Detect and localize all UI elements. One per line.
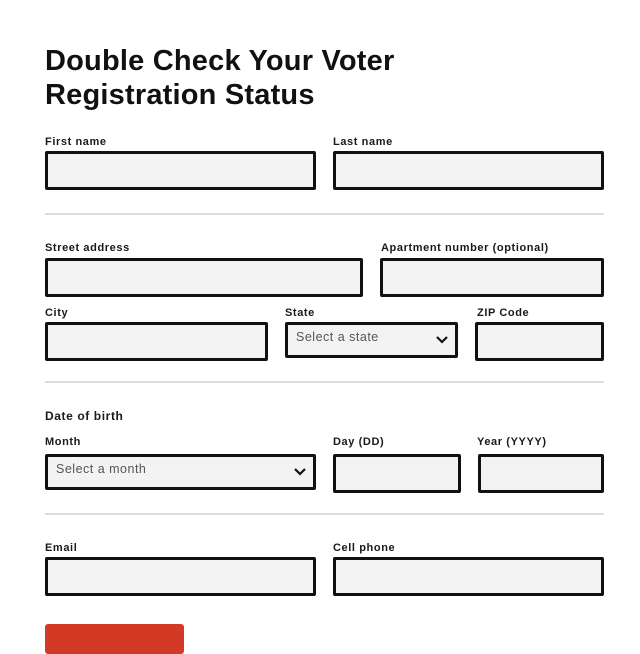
apartment-input[interactable] [380, 258, 604, 297]
section-divider [45, 381, 604, 383]
cell-phone-label: Cell phone [333, 542, 396, 554]
month-label: Month [45, 436, 81, 448]
email-label: Email [45, 542, 78, 554]
chevron-down-icon [293, 467, 307, 477]
last-name-label: Last name [333, 136, 393, 148]
page-title-line-1: Double Check Your Voter [45, 45, 395, 77]
city-label: City [45, 307, 69, 319]
page-title-line-2: Registration Status [45, 79, 315, 111]
state-select-value: Select a state [296, 330, 379, 344]
street-address-input[interactable] [45, 258, 363, 297]
section-divider [45, 513, 604, 515]
cell-phone-input[interactable] [333, 557, 604, 596]
page-title [45, 44, 605, 112]
month-select-value: Select a month [56, 462, 147, 476]
section-divider [45, 213, 604, 215]
year-label: Year (YYYY) [477, 436, 547, 448]
day-input[interactable] [333, 454, 461, 493]
state-label: State [285, 307, 315, 319]
chevron-down-icon [435, 335, 449, 345]
month-select[interactable] [45, 454, 316, 490]
zip-label: ZIP Code [477, 307, 530, 319]
date-of-birth-heading: Date of birth [45, 409, 124, 423]
first-name-label: First name [45, 136, 107, 148]
zip-input[interactable] [475, 322, 604, 361]
first-name-input[interactable] [45, 151, 316, 190]
last-name-input[interactable] [333, 151, 604, 190]
state-select[interactable] [285, 322, 458, 358]
apartment-label: Apartment number (optional) [381, 242, 549, 254]
day-label: Day (DD) [333, 436, 385, 448]
street-address-label: Street address [45, 242, 130, 254]
submit-button[interactable] [45, 624, 184, 654]
city-input[interactable] [45, 322, 268, 361]
email-input[interactable] [45, 557, 316, 596]
year-input[interactable] [478, 454, 604, 493]
